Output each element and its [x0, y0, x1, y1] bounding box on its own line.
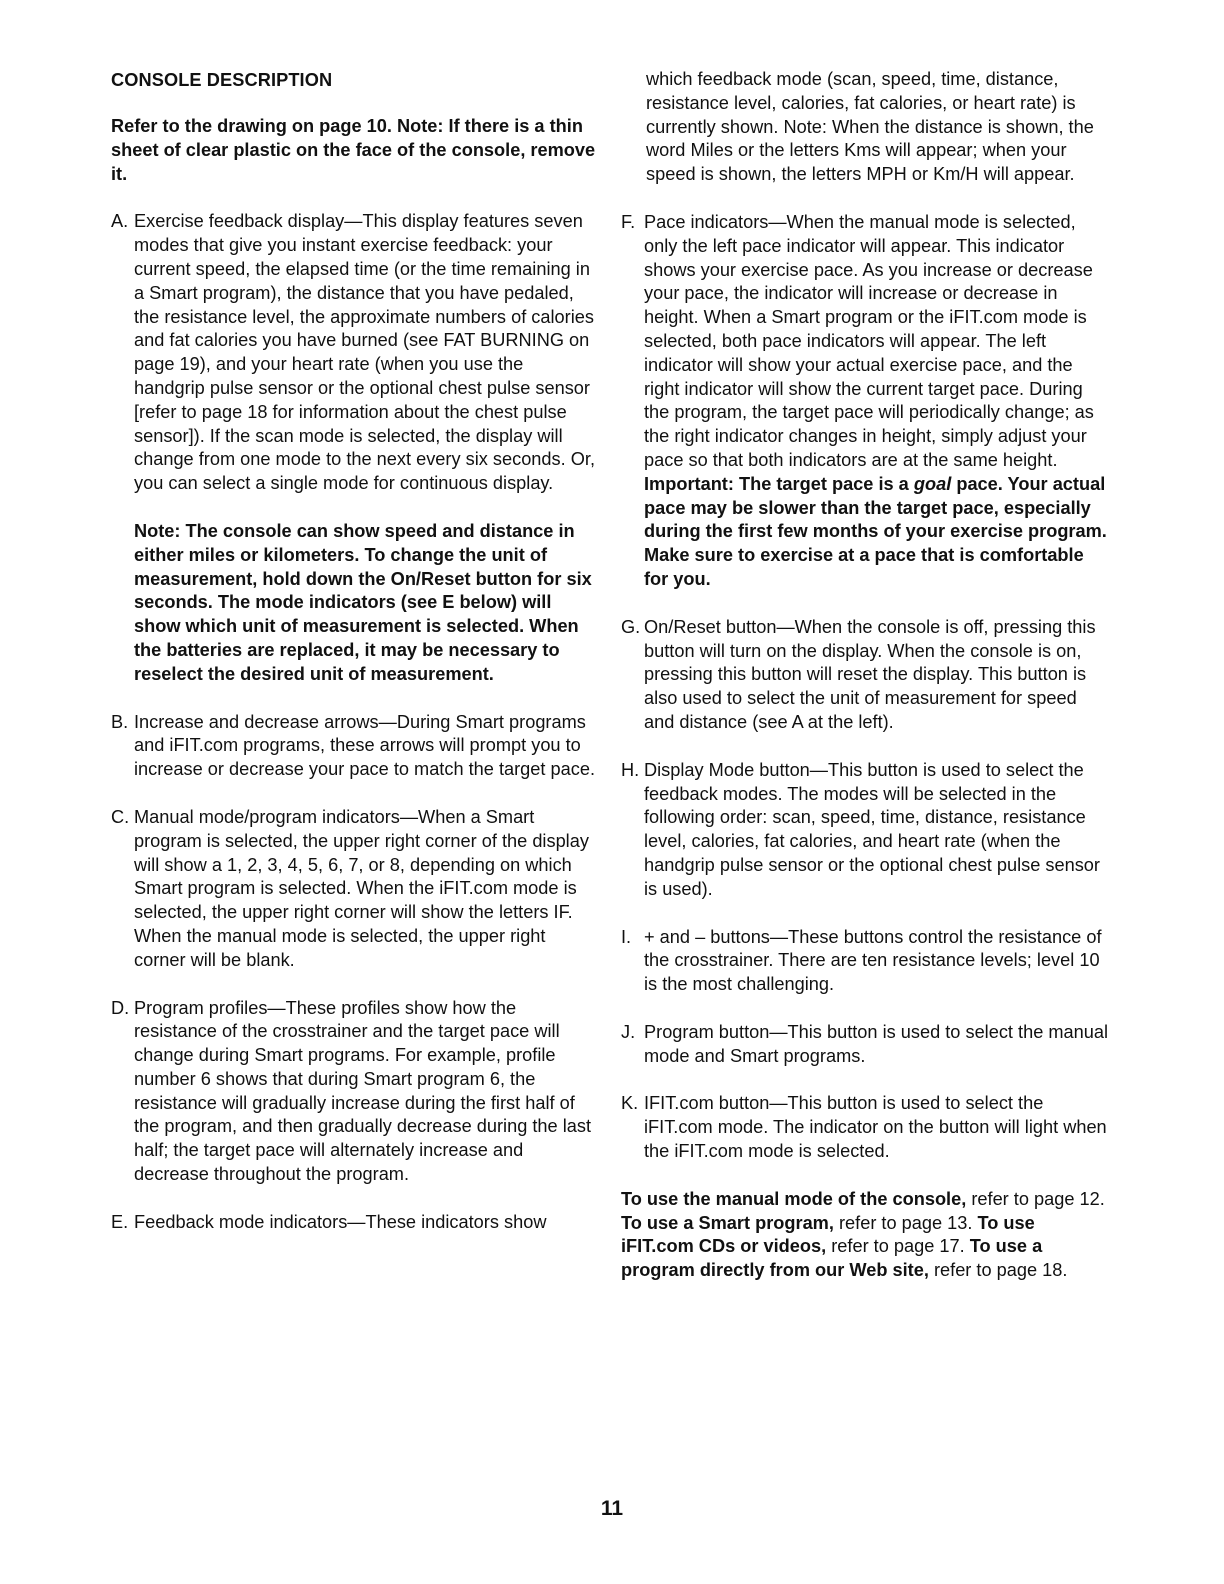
item-text: + and – buttons—These buttons control the resistance of the crosstrainer. There are ten resistance levels; level 10 is the most challenging. [644, 926, 1102, 995]
item-c [111, 806, 596, 973]
item-label: B. [111, 711, 129, 732]
ref-web-text: refer to page 18. [933, 1260, 1068, 1281]
item-label: H. [621, 759, 640, 780]
item-k [621, 1092, 1111, 1163]
ref-smart-text: refer to page 13. [838, 1212, 973, 1233]
important-label: Important: [644, 473, 734, 494]
item-label: G. [621, 616, 641, 637]
item-label: E. [111, 1211, 129, 1232]
item-label: C. [111, 806, 130, 827]
item-text: Program profiles—These profiles show how the resistance of the crosstrainer and the target pace will change during Smart programs. For example, profile number 6 shows that during Smart program 6, the resistance will gradually increase during the first half of the program, and then gradually decrease during the last half; the target pace will alternately increase and decrease throughout the program. [134, 997, 591, 1185]
item-text: IFIT.com button—This button is used to select the iFIT.com mode. The indicator on the button will light when the iFIT.com mode is selected. [644, 1093, 1107, 1162]
item-text: Pace indicators—When the manual mode is selected, only the left pace indicator will appear. This indicator shows your exercise pace. As you increase or decrease your pace, the indicator will increase or decrease in height. When a Smart program or the iFIT.com mode is selected, both pace indicators will appear. The left indicator will show your actual exercise pace, and the right indicator will show the current target pace. During the program, the target pace will periodically change; as the right indicator changes in height, simply adjust your pace so that both indicators are at the same height. [644, 211, 1094, 470]
ref-manual-heading: To use the manual mode of the console, [621, 1188, 967, 1209]
item-text: Feedback mode indicators—These indicators show [134, 1211, 547, 1232]
item-text: Display Mode button—This button is used to select the feedback modes. The modes will be selected in the following order: scan, speed, time, distance, resistance level, calories, fat calories, and heart rate (when the handgrip pulse sensor or the optional chest pulse sensor is used). [644, 759, 1100, 899]
ref-manual-text: refer to page 12. [971, 1188, 1105, 1209]
item-text: Program button—This button is used to select the manual mode and Smart programs. [644, 1021, 1109, 1066]
item-text: Increase and decrease arrows—During Smart programs and iFIT.com programs, these arrows will prompt you to increase or decrease your pace to match the target pace. [134, 711, 596, 780]
important-text-rest: pace. Your actual pace may be slower than the target pace, especially during the first few months of your exercise program. Make sure to exercise at a pace that is comfortable for you. [644, 473, 1107, 589]
item-label: I. [621, 926, 632, 947]
item-h [621, 759, 1111, 902]
item-text: On/Reset button—When the console is off, pressing this button will turn on the display. When the console is on, pressing this button will reset the display. This button is also used to select the unit of measurement for speed and distance (see A at the left). [644, 616, 1096, 732]
item-e-continuation: which feedback mode (scan, speed, time, distance, resistance level, calories, fat calories, or heart rate) is currently shown. Note: When the distance is shown, the word Miles or the letters Kms will appear; when your speed is shown, the letters MPH or Km/H will appear. [646, 69, 1094, 185]
item-e [111, 1211, 596, 1235]
item-b [111, 711, 596, 782]
item-j [621, 1021, 1111, 1069]
section-title: CONSOLE DESCRIPTION [111, 70, 333, 90]
ref-web-heading: To use a program directly from our Web site, [621, 1236, 1043, 1281]
item-text: Exercise feedback display—This display features seven modes that give you instant exercise feedback: your current speed, the elapsed time (or the time remaining in a Smart program), the distance that you have pedaled, the resistance level, the approximate numbers of calories and fat calories you have burned (see FAT BURNING on page 19), and your heart rate (when you use the handgrip pulse sensor or the optional chest pulse sensor [refer to page 18 for information about the chest pulse sensor]). If the scan mode is selected, the display will change from one mode to the next every six seconds. Or, you can select a single mode for continuous display. [134, 211, 595, 494]
item-label: J. [621, 1021, 636, 1042]
item-d [111, 997, 596, 1187]
item-label: A. [111, 211, 129, 232]
right-column [621, 68, 1111, 1307]
item-f [621, 211, 1111, 592]
item-label: K. [621, 1093, 639, 1114]
ref-smart-heading: To use a Smart program, [621, 1212, 834, 1233]
item-text: Manual mode/program indicators—When a Smart program is selected, the upper right corner of the display will show a 1, 2, 3, 4, 5, 6, 7, or 8, depending on which Smart program is selected. When the iFIT.com mode is selected, the upper right corner will show the letters IF. When the manual mode is selected, the upper right corner will be blank. [134, 806, 589, 970]
item-text-block [644, 211, 1111, 592]
item-a [111, 210, 596, 496]
item-i [621, 926, 1111, 997]
ref-cds-text: refer to page 17. [831, 1236, 965, 1257]
intro-note: Refer to the drawing on page 10. Note: If there is a thin sheet of clear plastic on the face of the console, remove it. [111, 116, 596, 184]
item-label: D. [111, 997, 130, 1018]
item-g [621, 616, 1111, 735]
important-text: The target pace is a [738, 473, 909, 494]
references-paragraph [621, 1188, 1111, 1283]
page-number: 11 [600, 1497, 624, 1520]
item-label: F. [621, 211, 636, 232]
left-column [111, 68, 596, 1259]
unit-note: Note: The console can show speed and distance in either miles or kilometers. To change the unit of measurement, hold down the On/Reset button for six seconds. The mode indicators (see E below) will show which unit of measurement is selected. When the batteries are replaced, it may be necessary to reselect the desired unit of measurement. [134, 520, 592, 684]
important-emphasis: goal [913, 473, 952, 494]
ref-cds-heading: To use iFIT.com CDs or videos, [621, 1212, 1035, 1257]
